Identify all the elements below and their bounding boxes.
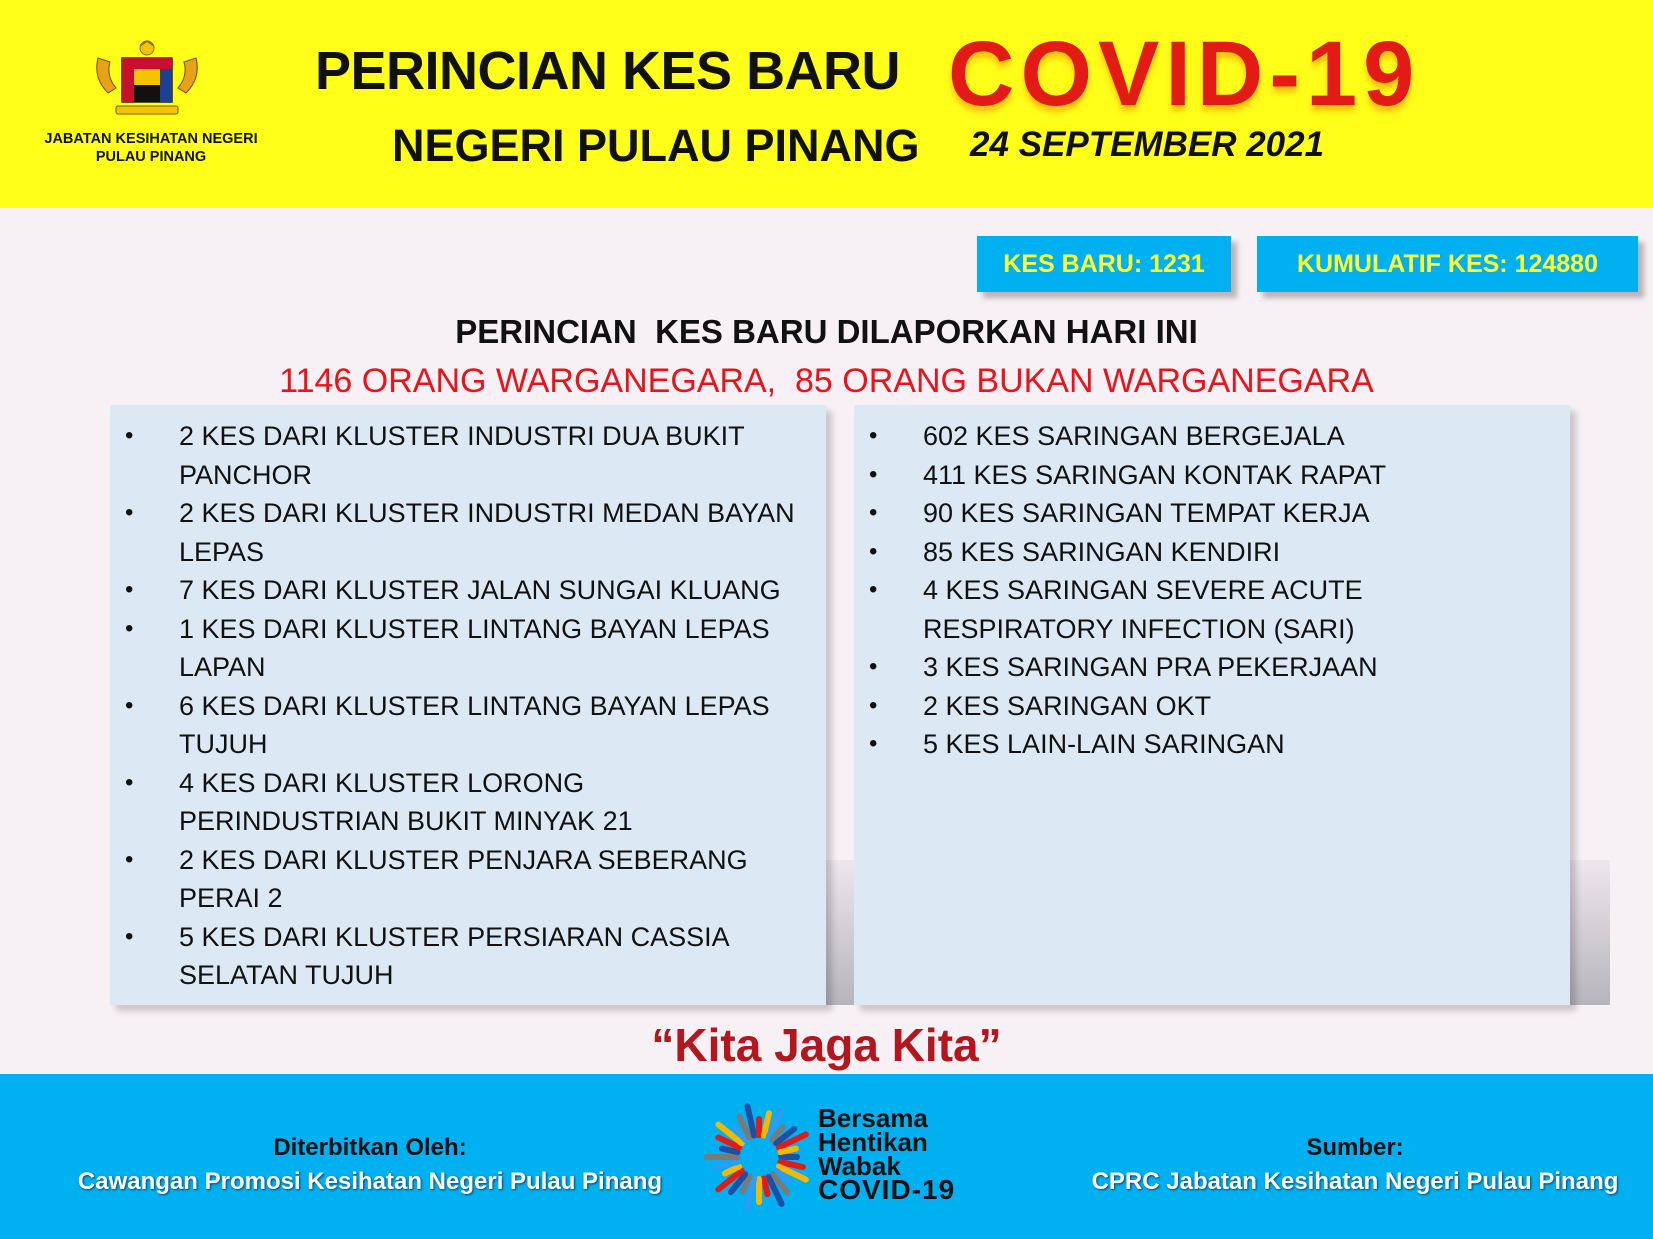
bullet-icon: • — [869, 537, 878, 565]
report-date: 24 SEPTEMBER 2021 — [970, 125, 1325, 164]
burst-ray — [780, 1149, 796, 1153]
bullet-icon: • — [125, 922, 134, 950]
source-name: CPRC Jabatan Kesihatan Negeri Pulau Pinang — [1091, 1168, 1619, 1195]
list-item-text: 5 KES DARI KLUSTER PERSIARAN CASSIA SELATAN TUJUH — [179, 921, 729, 990]
list-item-text: 4 KES SARINGAN SEVERE ACUTE RESPIRATORY INFECTION (SARI) — [923, 575, 1363, 644]
campaign-burst-icon — [700, 1098, 818, 1216]
campaign-logo-text — [818, 1103, 978, 1205]
list-item — [854, 687, 1550, 726]
bullet-icon: • — [869, 730, 878, 757]
bullet-icon: • — [869, 422, 878, 449]
bullet-icon: • — [869, 499, 878, 526]
list-item — [110, 841, 806, 918]
list-item — [854, 456, 1550, 495]
publisher-label: Diterbitkan Oleh: — [273, 1134, 467, 1161]
cluster-list — [110, 405, 826, 995]
bullet-icon: • — [869, 691, 878, 719]
list-item-text: 2 KES SARINGAN OKT — [923, 690, 1212, 721]
logo-line: COVID-19 — [818, 1174, 956, 1205]
bullet-icon: • — [869, 653, 878, 680]
bullet-icon: • — [125, 768, 134, 796]
source-label: Sumber: — [1306, 1134, 1404, 1161]
covid-heading: COVID-19 — [948, 23, 1421, 125]
slogan: “Kita Jaga Kita” — [651, 1019, 1002, 1071]
logo-line: Hentikan — [818, 1127, 928, 1157]
list-item — [854, 725, 1550, 764]
list-item-text: 85 KES SARINGAN KENDIRI — [923, 536, 1281, 567]
list-item-text: 2 KES DARI KLUSTER INDUSTRI DUA BUKIT PANCHOR — [179, 421, 745, 490]
list-item-text: 4 KES DARI KLUSTER LORONG PERINDUSTRIAN BUKIT MINYAK 21 — [179, 767, 633, 836]
list-item-text: 3 KES SARINGAN PRA PEKERJAAN — [923, 652, 1378, 682]
cluster-list-panel — [110, 405, 826, 1005]
list-item-text: 2 KES DARI KLUSTER PENJARA SEBERANG PERAI 2 — [179, 844, 748, 913]
list-item — [110, 610, 806, 687]
list-item — [854, 494, 1550, 533]
footer-banner — [0, 1074, 1653, 1239]
screening-list-panel — [854, 405, 1570, 1005]
bullet-icon: • — [869, 576, 878, 603]
list-item-text: 602 KES SARINGAN BERGEJALA — [923, 421, 1345, 451]
section-heading: PERINCIAN KES BARU DILAPORKAN HARI INI — [455, 313, 1198, 350]
citizenship-summary: 1146 ORANG WARGANEGARA, 85 ORANG BUKAN WARGANEGARA — [279, 362, 1374, 400]
list-item-text: 411 KES SARINGAN KONTAK RAPAT — [923, 459, 1387, 490]
list-item — [110, 571, 806, 610]
list-item-text: 90 KES SARINGAN TEMPAT KERJA — [923, 498, 1370, 528]
logo-line: Bersama — [818, 1103, 928, 1133]
publisher-name: Cawangan Promosi Kesihatan Negeri Pulau Pinang — [77, 1168, 663, 1195]
list-item — [854, 648, 1550, 687]
burst-ray — [764, 1178, 768, 1194]
list-item — [110, 918, 806, 995]
department-name: JABATAN KESIHATAN NEGERI PULAU PINANG — [44, 131, 258, 165]
list-item — [854, 533, 1550, 572]
list-item-text: 2 KES DARI KLUSTER INDUSTRI MEDAN BAYAN LEPAS — [179, 498, 795, 567]
list-item-text: 7 KES DARI KLUSTER JALAN SUNGAI KLUANG — [179, 575, 781, 605]
list-item — [854, 571, 1550, 648]
state-title: NEGERI PULAU PINANG — [392, 120, 920, 171]
bullet-icon: • — [125, 576, 134, 603]
bullet-icon: • — [869, 460, 878, 488]
bullet-icon: • — [125, 691, 134, 719]
list-item-text: 6 KES DARI KLUSTER LINTANG BAYAN LEPAS TUJUH — [179, 690, 770, 759]
bullet-icon: • — [125, 845, 134, 873]
list-item — [110, 687, 806, 764]
panel-shadow — [1570, 860, 1610, 1005]
logo-line: Wabak — [818, 1151, 901, 1181]
list-item — [854, 417, 1550, 456]
bullet-icon: • — [125, 499, 134, 526]
bullet-icon: • — [125, 422, 134, 449]
coat-of-arms-icon — [88, 38, 206, 122]
list-item — [110, 417, 806, 494]
new-cases-badge: KES BARU: 1231 — [977, 236, 1231, 292]
list-item — [110, 764, 806, 841]
header-banner — [0, 0, 1653, 208]
page-title: PERINCIAN KES BARU — [315, 41, 901, 101]
list-item — [110, 494, 806, 571]
cumulative-cases-badge: KUMULATIF KES: 124880 — [1257, 236, 1638, 292]
bullet-icon: • — [125, 614, 134, 642]
list-item-text: 5 KES LAIN-LAIN SARINGAN — [923, 729, 1285, 759]
screening-list — [854, 405, 1570, 764]
list-item-text: 1 KES DARI KLUSTER LINTANG BAYAN LEPAS LAPAN — [179, 613, 770, 682]
burst-ray — [722, 1149, 738, 1153]
